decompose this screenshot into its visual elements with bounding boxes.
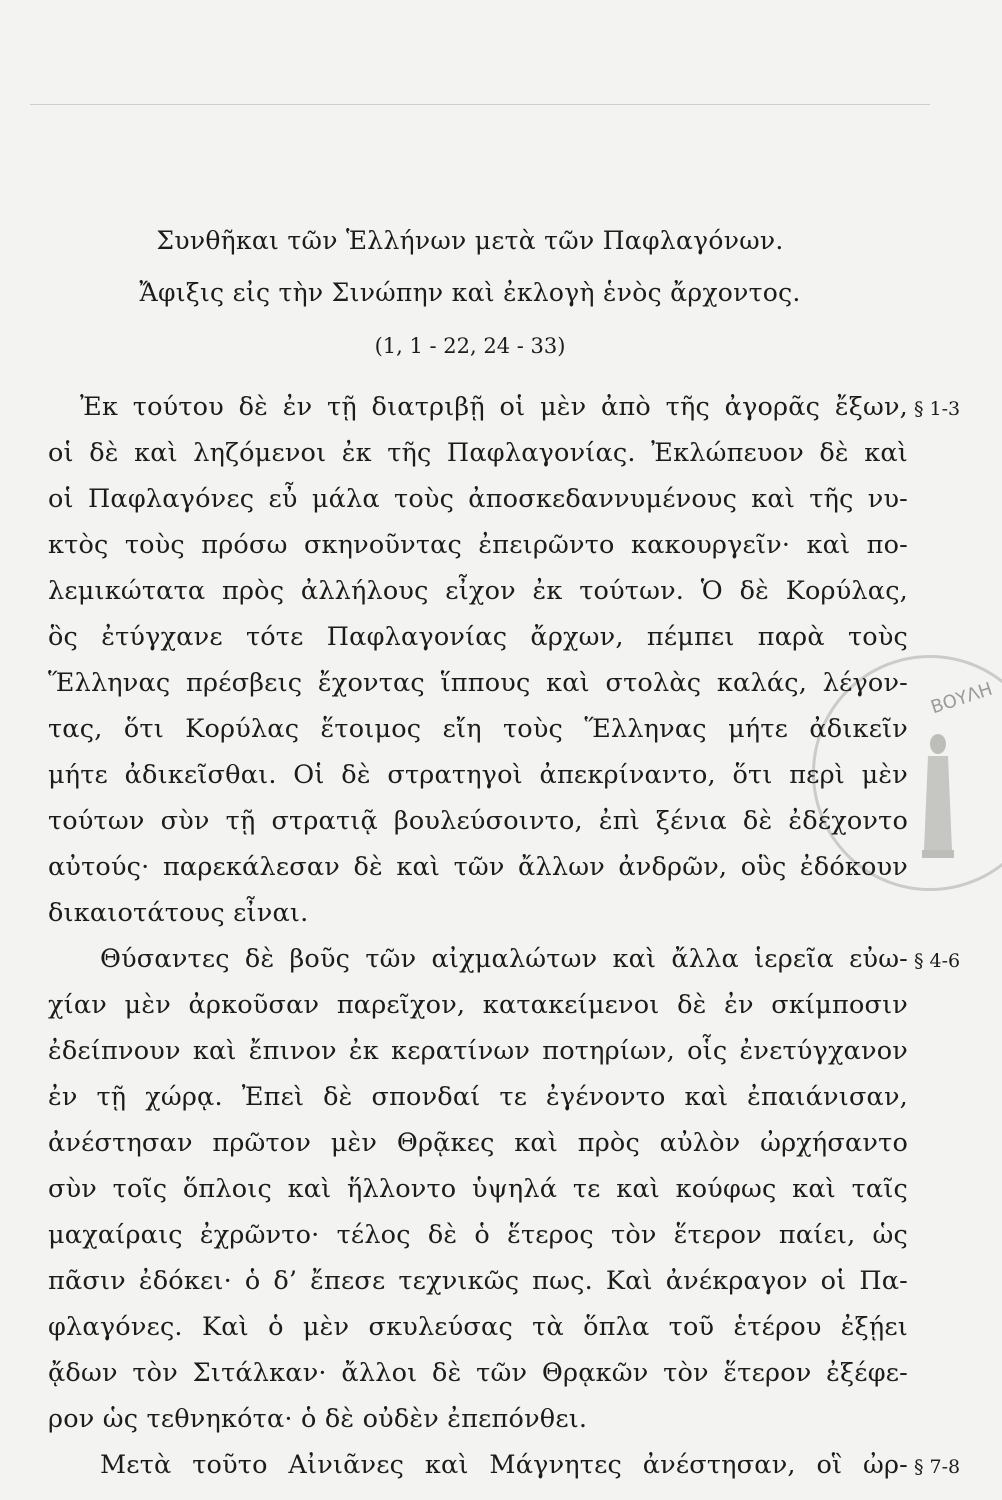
- text-line: αὐτούς· παρεκάλεσαν δὲ καὶ τῶν ἄλλων ἀνδρῶν, οὓς ἐδόκουν: [48, 852, 908, 882]
- text-line: χίαν μὲν ἀρκοῦσαν παρεῖχον, κατακείμενοι δὲ ἐν σκίμποσιν: [48, 990, 908, 1020]
- section-subtitle: Ἄφιξις εἰς τὴν Σινώπην καὶ ἐκλογὴ ἑνὸς ἄρχοντος.: [139, 278, 801, 307]
- stamp-lettering: ΒΟΥΛΗ: [928, 678, 996, 719]
- text-line: ἀνέστησαν πρῶτον μὲν Θρᾷκες καὶ πρὸς αὐλὸν ὠρχήσαντο: [48, 1128, 908, 1158]
- text-line: ἐδείπνουν καὶ ἔπινον ἐκ κερατίνων ποτηρίων, οἷς ἐνετύγχανον: [48, 1036, 908, 1066]
- text-line: μαχαίραις ἐχρῶντο· τέλος δὲ ὁ ἕτερος τὸν ἕτερον παίει, ὡς: [48, 1220, 908, 1250]
- text-line: κτὸς τοὺς πρόσω σκηνοῦντας ἐπειρῶντο κακουργεῖν· καὶ πο-: [48, 530, 908, 560]
- text-line: μήτε ἀδικεῖσθαι. Οἱ δὲ στρατηγοὶ ἀπεκρίναντο, ὅτι περὶ μὲν: [48, 760, 908, 790]
- text-line: σὺν τοῖς ὅπλοις καὶ ἥλλοντο ὑψηλά τε καὶ κούφως καὶ ταῖς: [48, 1174, 908, 1204]
- stamp-figure-icon: [918, 730, 958, 870]
- bleed-through-rule: [30, 104, 930, 105]
- text-line: φλαγόνες. Καὶ ὁ μὲν σκυλεύσας τὰ ὅπλα τοῦ ἑτέρου ἐξῄει: [48, 1312, 908, 1342]
- margin-note: § 4-6: [914, 950, 961, 972]
- text-line: Θύσαντες δὲ βοῦς τῶν αἰχμαλώτων καὶ ἄλλα ἱερεῖα εὐω-: [100, 944, 908, 974]
- text-line: λεμικώτατα πρὸς ἀλλήλους εἶχον ἐκ τούτων. Ὁ δὲ Κορύλας,: [48, 576, 908, 606]
- text-line: οἱ δὲ καὶ ληζόμενοι ἐκ τῆς Παφλαγονίας. Ἐκλώπευον δὲ καὶ: [48, 438, 908, 468]
- text-line: ᾄδων τὸν Σιτάλκαν· ἄλλοι δὲ τῶν Θρᾳκῶν τὸν ἕτερον ἐξέφε-: [48, 1358, 908, 1388]
- chapter-reference: (1, 1 - 22, 24 - 33): [374, 334, 566, 358]
- text-line: δικαιοτάτους εἶναι.: [48, 898, 309, 928]
- text-line: οἱ Παφλαγόνες εὖ μάλα τοὺς ἀποσκεδαννυμένους καὶ τῆς νυ-: [48, 484, 908, 514]
- section-title: Συνθῆκαι τῶν Ἑλλήνων μετὰ τῶν Παφλαγόνων.: [156, 226, 784, 255]
- text-line: τας, ὅτι Κορύλας ἕτοιμος εἴη τοὺς Ἕλληνας μήτε ἀδικεῖν: [48, 714, 908, 744]
- margin-note: § 1-3: [914, 398, 961, 420]
- text-line: Μετὰ τοῦτο Αἰνιᾶνες καὶ Μάγνητες ἀνέστησαν, οἳ ὠρ-: [100, 1450, 908, 1480]
- margin-note: § 7-8: [914, 1456, 961, 1478]
- text-line: πᾶσιν ἐδόκει· ὁ δ’ ἔπεσε τεχνικῶς πως. Καὶ ἀνέκραγον οἱ Πα-: [48, 1266, 908, 1296]
- text-line: Ἐκ τούτου δὲ ἐν τῇ διατριβῇ οἱ μὲν ἀπὸ τῆς ἀγορᾶς ἔξων,: [80, 392, 908, 422]
- text-line: ὃς ἐτύγχανε τότε Παφλαγονίας ἄρχων, πέμπει παρὰ τοὺς: [48, 622, 908, 652]
- text-line: Ἕλληνας πρέσβεις ἔχοντας ἵππους καὶ στολὰς καλάς, λέγον-: [48, 668, 908, 698]
- text-line: τούτων σὺν τῇ στρατιᾷ βουλεύσοιντο, ἐπὶ ξένια δὲ ἐδέχοντο: [48, 806, 908, 836]
- text-line: ἐν τῇ χώρᾳ. Ἐπεὶ δὲ σπονδαί τε ἐγένοντο καὶ ἐπαιάνισαν,: [48, 1082, 908, 1112]
- text-line: ρον ὡς τεθνηκότα· ὁ δὲ οὐδὲν ἐπεπόνθει.: [48, 1404, 588, 1434]
